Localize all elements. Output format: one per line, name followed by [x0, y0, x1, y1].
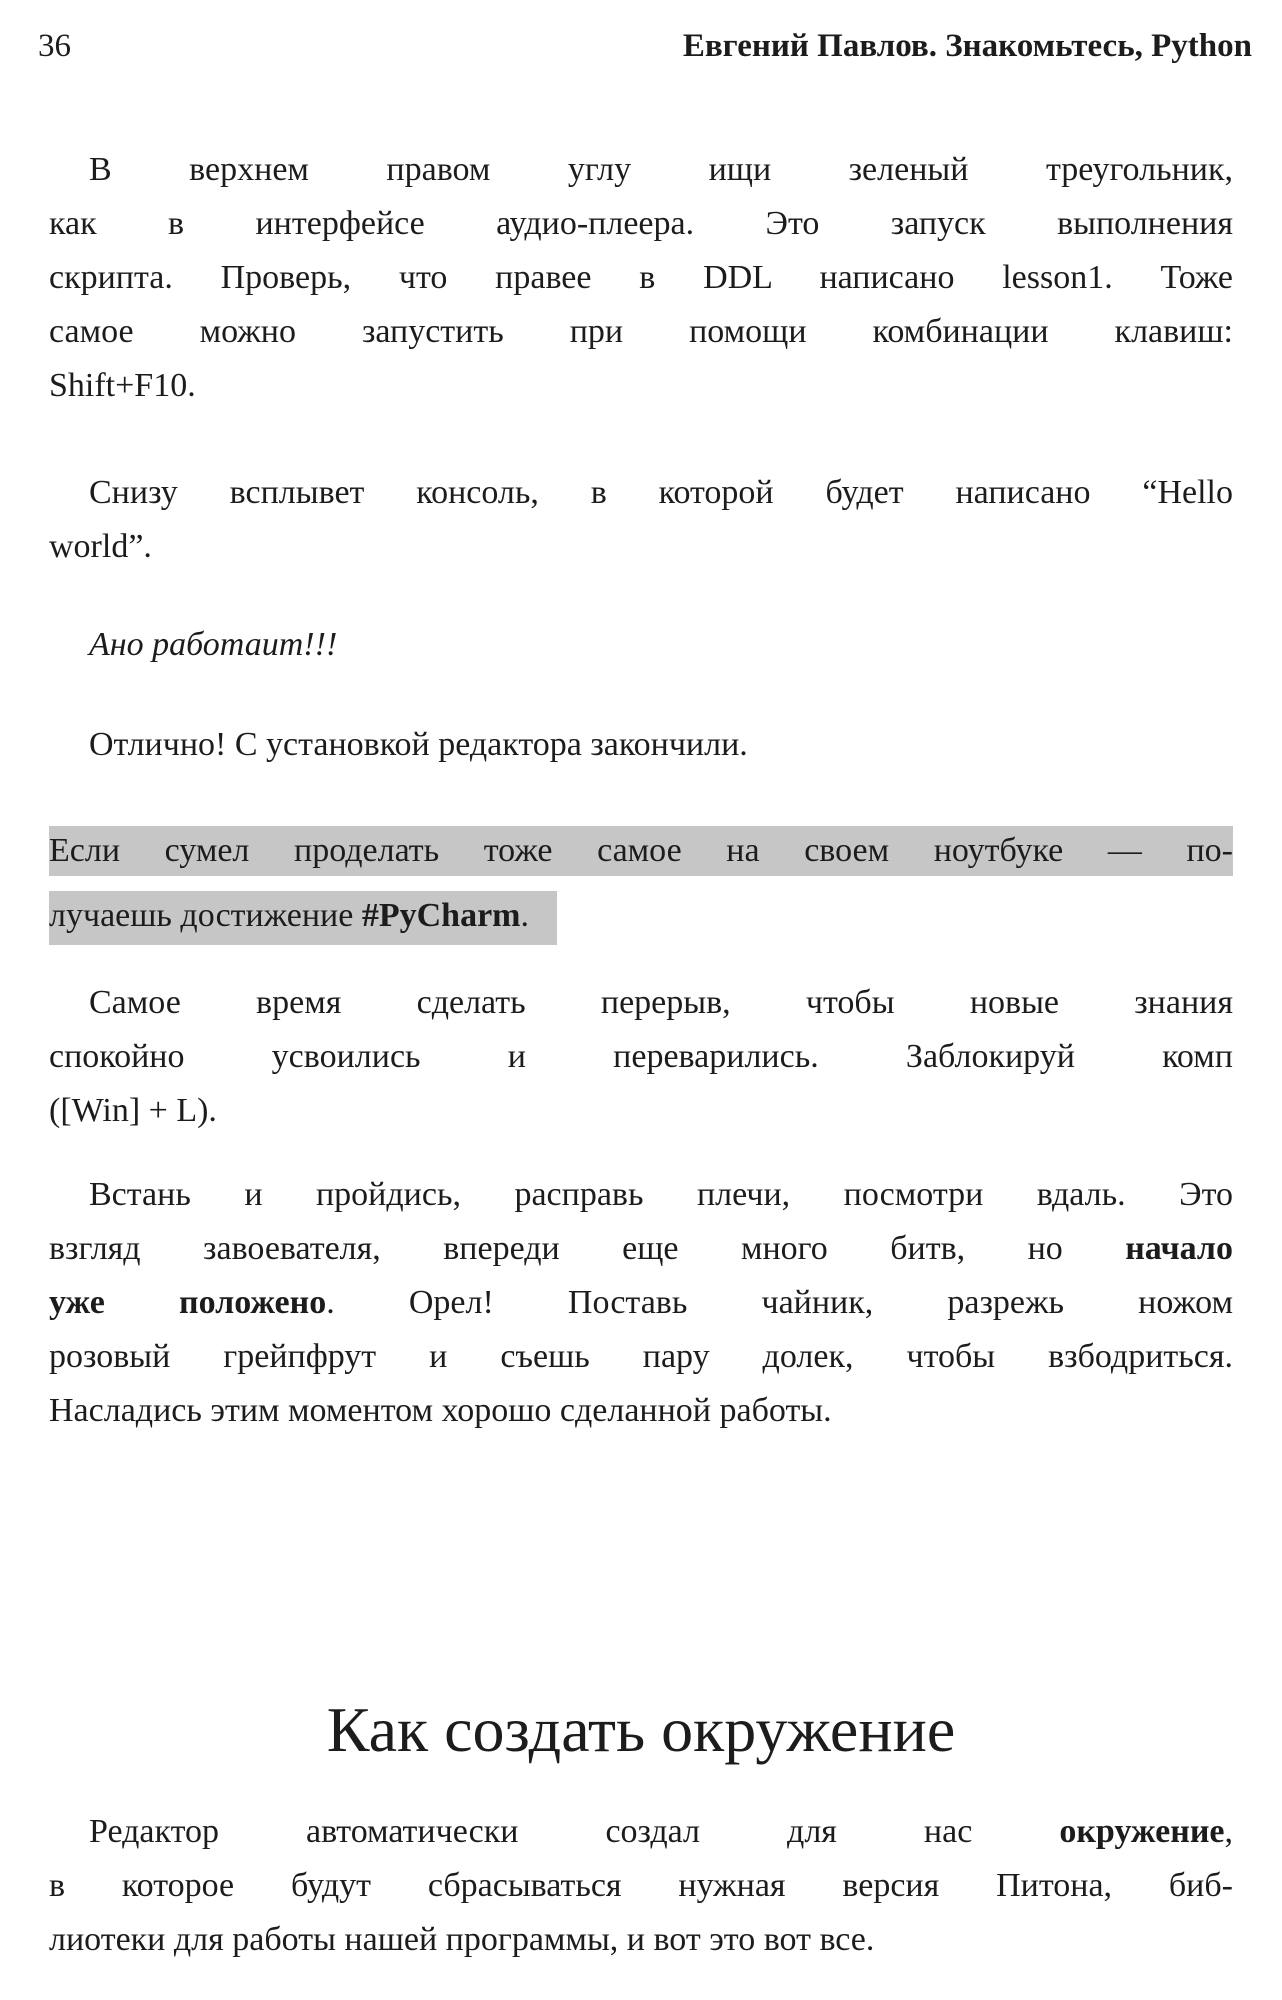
- text-line: [49, 197, 1233, 251]
- para-it-works: [49, 618, 1233, 672]
- text-line: [49, 889, 1233, 943]
- text-line: [49, 520, 1233, 574]
- para-console: [49, 466, 1233, 574]
- text-segment: Ано работаит!!!: [89, 626, 338, 663]
- section-heading: [49, 1690, 1233, 1770]
- text-segment: world”.: [49, 528, 152, 565]
- page-number: 36: [38, 28, 71, 64]
- text-line: [49, 618, 1233, 672]
- text-segment: Редактор автоматически создал для нас: [89, 1813, 1060, 1850]
- text-line: [49, 1690, 1233, 1770]
- text-segment: ,: [1224, 1813, 1233, 1850]
- text-segment: .: [520, 897, 529, 934]
- text-segment: как в интерфейсе аудио-плеера. Это запуск выполнения: [49, 205, 1233, 242]
- highlight-span: [49, 891, 557, 945]
- text-segment: уже положено: [49, 1284, 327, 1321]
- text-line: [49, 1913, 1233, 1967]
- text-segment: окружение: [1059, 1813, 1225, 1850]
- text-segment: спокойно усвоились и переварились. Заблокируй комп: [49, 1038, 1233, 1075]
- text-segment: лучаешь достижение: [49, 897, 362, 934]
- text-line: [49, 1276, 1233, 1330]
- text-line: [49, 1084, 1233, 1138]
- text-segment: Встань и пройдись, расправь плечи, посмотри вдаль. Это: [89, 1176, 1233, 1213]
- text-segment: Отлично! С установкой редактора закончили.: [89, 726, 748, 763]
- text-line: [49, 251, 1233, 305]
- text-segment: ([Win] + L).: [49, 1092, 217, 1129]
- text-segment: Самое время сделать перерыв, чтобы новые знания: [89, 984, 1233, 1021]
- text-line: [49, 976, 1233, 1030]
- text-segment: Как создать окружение: [326, 1694, 956, 1765]
- text-segment: В верхнем правом углу ищи зеленый треугольник,: [89, 151, 1233, 188]
- text-line: [49, 1030, 1233, 1084]
- text-line: [49, 1384, 1233, 1438]
- text-line: [49, 143, 1233, 197]
- para-achievement-highlight: [49, 826, 1233, 943]
- text-segment: Насладись этим моментом хорошо сделанной работы.: [49, 1392, 832, 1429]
- text-line: [49, 1859, 1233, 1913]
- page-header: [38, 24, 1252, 68]
- text-segment: лиотеки для работы нашей программы, и вот это вот все.: [49, 1921, 875, 1958]
- text-segment: Если сумел проделать тоже самое на своем ноутбуке — по-: [49, 832, 1233, 869]
- text-line: [49, 305, 1233, 359]
- text-segment: розовый грейпфрут и съешь пару долек, чтобы взбодриться.: [49, 1338, 1233, 1375]
- para-conqueror: [49, 1168, 1233, 1438]
- text-segment: #PyCharm: [361, 897, 521, 934]
- text-line: [49, 826, 1233, 876]
- para-environment: [49, 1805, 1233, 1967]
- text-line: [49, 1222, 1233, 1276]
- text-line: [49, 466, 1233, 520]
- text-segment: скрипта. Проверь, что правее в DDL написано lesson1. Тоже: [49, 259, 1233, 296]
- text-segment: . Орел! Поставь чайник, разрежь ножом: [326, 1284, 1233, 1321]
- para-take-break: [49, 976, 1233, 1138]
- text-line: [49, 1168, 1233, 1222]
- para-run-script: [49, 143, 1233, 413]
- text-line: [49, 718, 1233, 772]
- text-segment: Shift+F10.: [49, 367, 196, 404]
- text-segment: начало: [1125, 1230, 1233, 1267]
- running-title: Евгений Павлов. Знакомьтесь, Python: [682, 28, 1252, 64]
- text-segment: в которое будут сбрасываться нужная версия Питона, биб-: [49, 1867, 1233, 1904]
- para-editor-done: [49, 718, 1233, 772]
- text-segment: самое можно запустить при помощи комбинации клавиш:: [49, 313, 1233, 350]
- text-segment: взгляд завоевателя, впереди еще много битв, но: [49, 1230, 1126, 1267]
- text-segment: Снизу всплывет консоль, в которой будет написано “Hello: [89, 474, 1233, 511]
- text-line: [49, 359, 1233, 413]
- text-line: [49, 1805, 1233, 1859]
- text-line: [49, 1330, 1233, 1384]
